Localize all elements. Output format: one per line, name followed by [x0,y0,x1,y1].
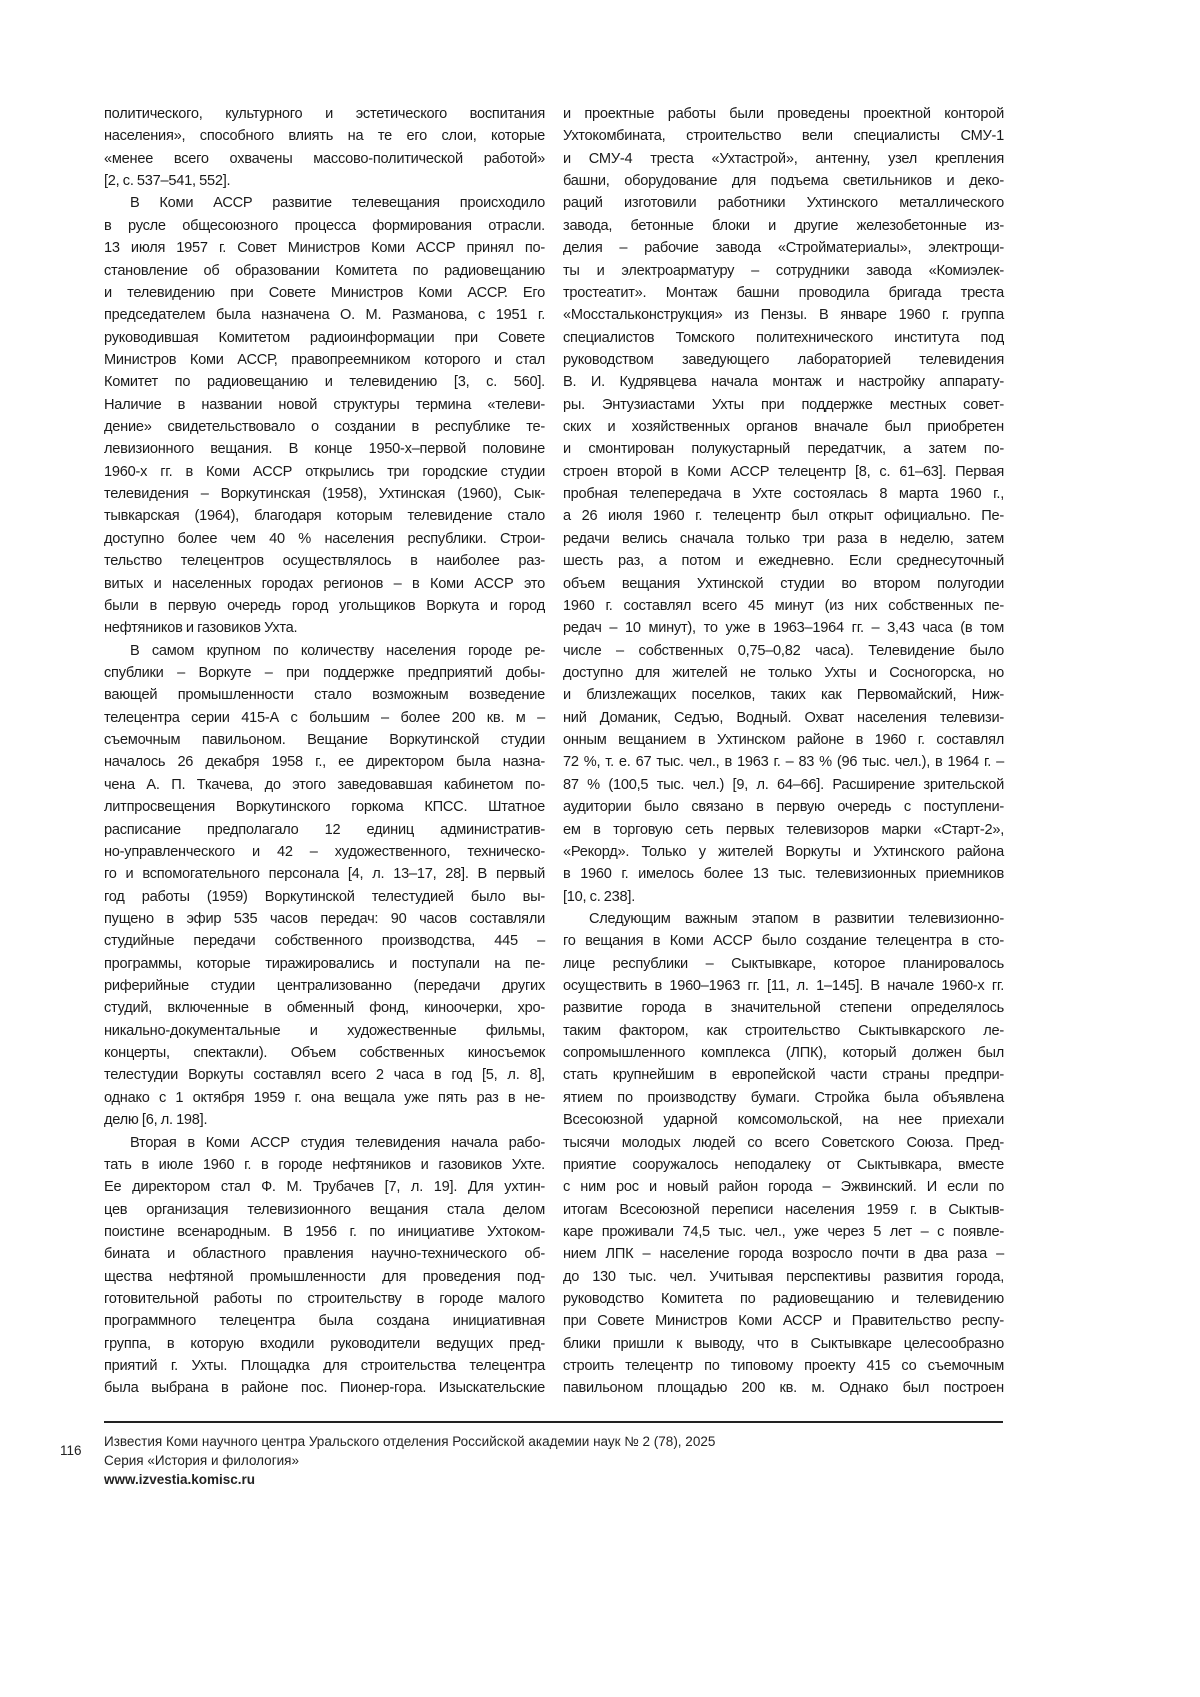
text-line: риферийные студии централизованно (передачи других [104,975,545,997]
text-line: программного телецентра была создана инициативная [104,1310,545,1332]
text-line: Министров Коми АССР, правопреемником которого и стал [104,349,545,371]
text-line: литпросвещения Воркутинского горкома КПСС. Штатное [104,796,545,818]
text-line: завода, бетонные блоки и другие железобетонные из- [563,215,1004,237]
text-line: тывкарская (1964), благодаря которым телевидение стало [104,505,545,527]
text-line: и смонтирован полукустарный передатчик, а затем по- [563,438,1004,460]
text-line: блики пришли к выводу, что в Сыктывкаре целесообразно [563,1333,1004,1355]
text-line: раций изготовили работники Ухтинского металлического [563,192,1004,214]
text-line: ты и электроарматуру – сотрудники завода «Комиэлек- [563,260,1004,282]
text-line: были в первую очередь город угольщиков Воркута и город [104,595,545,617]
text-line: была выбрана в районе пос. Пионер-гора. Изыскательские [104,1377,545,1399]
text-line: тысячи молодых людей со всего Советского Союза. Пред- [563,1132,1004,1154]
text-line: делия – рабочие завода «Стройматериалы», электрощи- [563,237,1004,259]
text-line: ры. Энтузиастами Ухты при поддержке местных совет- [563,394,1004,416]
text-line: «менее всего охвачены массово-политической работой» [104,148,545,170]
text-line: развитие города в значительной степени определялось [563,997,1004,1019]
text-line: доступно для жителей не только Ухты и Сосногорска, но [563,662,1004,684]
page-number: 116 [60,1443,82,1458]
text-line: группа, в которую входили руководители ведущих пред- [104,1333,545,1355]
text-line: стать крупнейшим в европейской части страны предпри- [563,1064,1004,1086]
text-line: ятием по производству бумаги. Стройка была объявлена [563,1087,1004,1109]
text-line: «Рекорд». Только у жителей Воркуты и Ухтинского района [563,841,1004,863]
paragraph [563,103,1004,908]
text-line: осуществить в 1960–1963 гг. [11, л. 1–145]. В начале 1960-х гг. [563,975,1004,997]
text-line: ний Доманик, Седъю, Водный. Охват населения телевизи- [563,707,1004,729]
text-line: В. И. Кудрявцева начала монтаж и настройку аппарату- [563,371,1004,393]
text-column-left [104,103,545,1400]
text-line: Всесоюзной ударной комсомольской, на нее приехали [563,1109,1004,1131]
paragraph [104,1132,545,1400]
text-line: студийные передачи собственного производства, 445 – [104,930,545,952]
text-line: ем в торговую сеть первых телевизоров марки «Старт-2», [563,819,1004,841]
text-line: доступно более чем 40 % населения республики. Строи- [104,528,545,550]
text-line: концерты, спектакли). Объем собственных киносъемок [104,1042,545,1064]
text-line: щества нефтяной промышленности для проведения под- [104,1266,545,1288]
text-line: башни, оборудование для подъема светильников и деко- [563,170,1004,192]
text-line: «Мосстальконструкция» из Пензы. В январе 1960 г. группа [563,304,1004,326]
text-line: нием ЛПК – население города возросло почти в два раза – [563,1243,1004,1265]
text-line: [2, с. 537–541, 552]. [104,170,545,192]
text-line: редач – 10 минут), то уже в 1963–1964 гг. – 3,43 часа (в том [563,617,1004,639]
text-line: дение» свидетельствовало о создании в республике те- [104,416,545,438]
text-line: онным вещанием в Ухтинском районе в 1960 г. составлял [563,729,1004,751]
text-line: пущено в эфир 535 часов передач: 90 часов составляли [104,908,545,930]
text-line: и телевидению при Совете Министров Коми АССР. Его [104,282,545,304]
text-line: в русле общесоюзного процесса формирования отрасли. [104,215,545,237]
text-line: программы, которые тиражировались и поступали на пе- [104,953,545,975]
text-line: 1960 г. составлял всего 45 минут (из них собственных пе- [563,595,1004,617]
text-line: председателем была назначена О. М. Разманова, с 1951 г. [104,304,545,326]
text-line: числе – собственных 0,75–0,82 часа). Телевидение было [563,640,1004,662]
text-line: телестудии Воркуты составлял всего 2 часа в год [5, л. 8], [104,1064,545,1086]
text-line: год работы (1959) Воркутинской телестудией было вы- [104,886,545,908]
text-line: и близлежащих поселков, таких как Первомайский, Ниж- [563,684,1004,706]
text-line: 72 %, т. е. 67 тыс. чел., в 1963 г. – 83 % (96 тыс. чел.), в 1964 г. – [563,751,1004,773]
text-line: тельство телецентров осуществлялось в наиболее раз- [104,550,545,572]
text-line: телецентра серии 415-А с большим – более 200 кв. м – [104,707,545,729]
text-line: редачи велись сначала только три раза в неделю, затем [563,528,1004,550]
text-line: го вещания в Коми АССР было создание телецентра в сто- [563,930,1004,952]
text-line: вающей промышленности стало возможным возведение [104,684,545,706]
text-line: в 1960 г. имелось более 13 тыс. телевизионных приемников [563,863,1004,885]
text-line: строить телецентр по типовому проекту 415 со съемочным [563,1355,1004,1377]
footer-series: Серия «История и филология» [104,1451,715,1470]
footer [104,1432,715,1489]
text-line: приятий г. Ухты. Площадка для строительства телецентра [104,1355,545,1377]
text-line: В Коми АССР развитие телевещания происходило [104,192,545,214]
text-line: [10, с. 238]. [563,886,1004,908]
footer-journal: Известия Коми научного центра Уральского отделения Российской академии наук № 2 (78), 2025 [104,1432,715,1451]
text-line: бината и областного правления научно-технического об- [104,1243,545,1265]
text-line: поистине всенародным. В 1956 г. по инициативе Ухтоком- [104,1221,545,1243]
text-line: до 130 тыс. чел. Учитывая перспективы развития города, [563,1266,1004,1288]
paragraph [104,640,545,1132]
text-line: но-управленческого и 42 – художественного, техническо- [104,841,545,863]
text-line: студий, включенные в обменный фонд, киноочерки, хро- [104,997,545,1019]
text-line: каре проживали 74,5 тыс. чел., уже через 5 лет – с появле- [563,1221,1004,1243]
text-line: тать в июле 1960 г. в городе нефтяников и газовиков Ухте. [104,1154,545,1176]
paragraph [104,103,545,192]
text-line: витых и населенных городах регионов – в Коми АССР это [104,573,545,595]
text-line: политического, культурного и эстетического воспитания [104,103,545,125]
text-line: телевидения – Воркутинская (1958), Ухтинская (1960), Сык- [104,483,545,505]
text-line: Следующим важным этапом в развитии телевизионно- [563,908,1004,930]
text-line: 13 июля 1957 г. Совет Министров Коми АССР принял по- [104,237,545,259]
text-line: объем вещания Ухтинской студии во втором полугодии [563,573,1004,595]
text-line: и проектные работы были проведены проектной конторой [563,103,1004,125]
text-line: сопромышленного комплекса (ЛПК), который должен был [563,1042,1004,1064]
text-line: нефтяников и газовиков Ухта. [104,617,545,639]
text-line: Наличие в названии новой структуры термина «телеви- [104,394,545,416]
text-line: ских и хозяйственных органов вначале был приобретен [563,416,1004,438]
text-line: левизионного вещания. В конце 1950-х–первой половине [104,438,545,460]
text-column-right [563,103,1004,1400]
text-line: 1960-х гг. в Коми АССР открылись три городские студии [104,461,545,483]
text-line: аудитории было связано в первую очередь с поступлени- [563,796,1004,818]
text-line: цев организация телевизионного вещания стала делом [104,1199,545,1221]
text-line: Ухтокомбината, строительство вели специалисты СМУ-1 [563,125,1004,147]
text-line: итогам Всесоюзной переписи населения 1959 г. в Сыктыв- [563,1199,1004,1221]
text-line: пробная телепередача в Ухте состоялась 8 марта 1960 г., [563,483,1004,505]
text-line: руководившая Комитетом радиоинформации при Совете [104,327,545,349]
text-line: 87 % (100,5 тыс. чел.) [9, л. 64–66]. Расширение зрительской [563,774,1004,796]
text-line: приятие сооружалось неподалеку от Сыктывкара, вместе [563,1154,1004,1176]
text-line: никально-документальные и художественные фильмы, [104,1020,545,1042]
footer-divider [104,1421,1003,1423]
text-line: чена А. П. Ткачева, до этого заведовавшая кабинетом по- [104,774,545,796]
text-line: строен второй в Коми АССР телецентр [8, с. 61–63]. Первая [563,461,1004,483]
text-line: становление об образовании Комитета по радиовещанию [104,260,545,282]
text-line: тростеатит». Монтаж башни проводила бригада треста [563,282,1004,304]
text-line: расписание предполагало 12 единиц административ- [104,819,545,841]
paragraph [104,192,545,639]
text-line: лице республики – Сыктывкаре, которое планировалось [563,953,1004,975]
footer-url[interactable]: www.izvestia.komisc.ru [104,1470,715,1489]
text-line: населения», способного влиять на те его слои, которые [104,125,545,147]
text-line: началось 26 декабря 1958 г., ее директором была назна- [104,751,545,773]
text-line: спублики – Воркуте – при поддержке предприятий добы- [104,662,545,684]
text-line: В самом крупном по количеству населения городе ре- [104,640,545,662]
text-line: Комитет по радиовещанию и телевидению [3, с. 560]. [104,371,545,393]
text-line: руководством заведующего лабораторией телевидения [563,349,1004,371]
text-line: Вторая в Коми АССР студия телевидения начала рабо- [104,1132,545,1154]
text-line: съемочным павильоном. Вещание Воркутинской студии [104,729,545,751]
text-line: готовительной работы по строительству в городе малого [104,1288,545,1310]
text-line: Ее директором стал Ф. М. Трубачев [7, л. 19]. Для ухтин- [104,1176,545,1198]
paragraph [563,908,1004,1400]
text-line: шесть раз, а потом и ежедневно. Если среднесуточный [563,550,1004,572]
text-line: а 26 июля 1960 г. телецентр был открыт официально. Пе- [563,505,1004,527]
text-line: павильоном площадью 200 кв. м. Однако был построен [563,1377,1004,1399]
text-line: делю [6, л. 198]. [104,1109,545,1131]
text-line: специалистов Томского политехнического института под [563,327,1004,349]
text-line: с ним рос и новый район города – Эжвинский. И если по [563,1176,1004,1198]
text-line: таким фактором, как строительство Сыктывкарского ле- [563,1020,1004,1042]
text-line: при Совете Министров Коми АССР и Правительство респу- [563,1310,1004,1332]
text-line: го и вспомогательного персонала [4, л. 13–17, 28]. В первый [104,863,545,885]
text-line: и СМУ-4 треста «Ухтастрой», антенну, узел крепления [563,148,1004,170]
text-line: руководство Комитета по радиовещанию и телевидению [563,1288,1004,1310]
text-line: однако с 1 октября 1959 г. она вещала уже пять раз в не- [104,1087,545,1109]
